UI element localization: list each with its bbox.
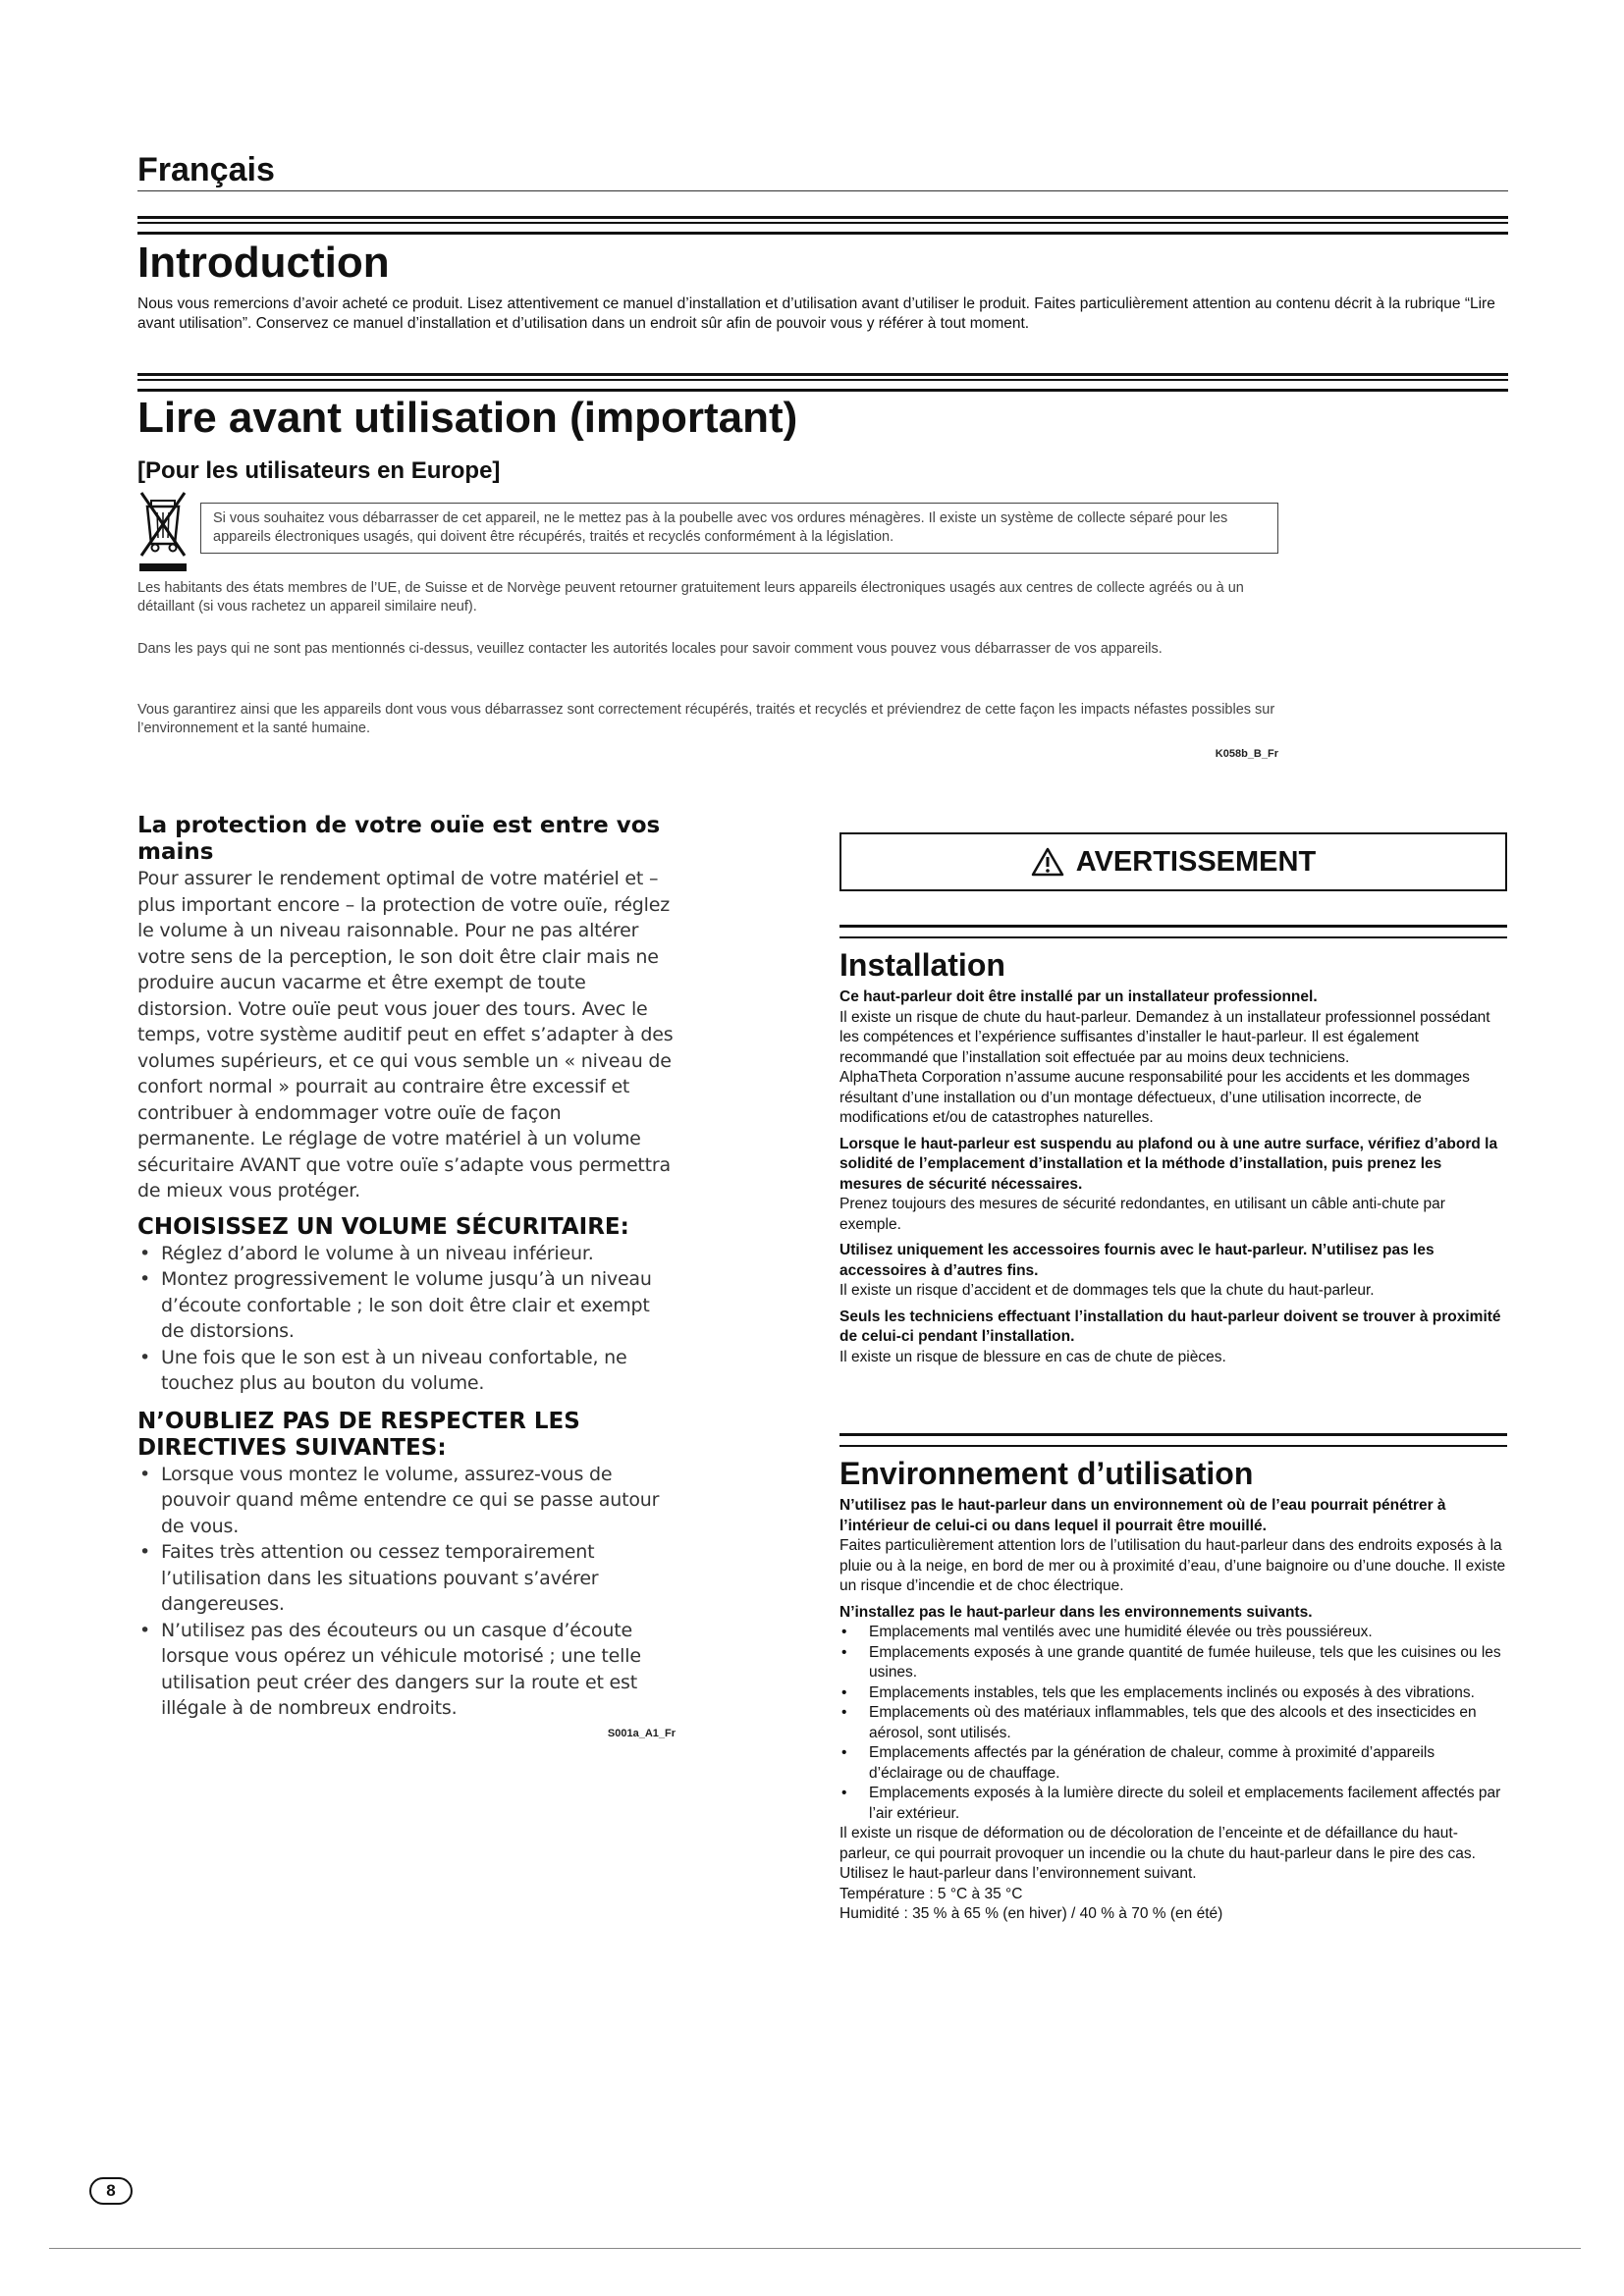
installation-text: Il existe un risque de blessure en cas de chute de pièces. <box>839 1348 1226 1365</box>
installation-text: Il existe un risque d’accident et de dommages tels que la chute du haut-parleur. <box>839 1282 1375 1299</box>
safe-volume-item: • Une fois que le son est à un niveau confortable, ne touchez plus au bouton du volume. <box>137 1345 676 1397</box>
environment-item: • Emplacements mal ventilés avec une humidité élevée ou très poussiéreux. <box>839 1623 1507 1643</box>
section-rule-intro <box>137 216 1508 235</box>
weee-paragraph-3: Vous garantirez ainsi que les appareils dont vous vous débarrassez sont correctement récupérés, traités et recyclés et préviendrez de cette façon les impacts néfastes possibles sur l’environnement et la santé humaine. <box>137 702 1275 736</box>
environment-temperature: Température : 5 °C à 35 °C <box>839 1885 1023 1902</box>
warning-box <box>839 832 1507 891</box>
weee-code: K058b_B_Fr <box>1215 748 1278 760</box>
intro-text: Nous vous remercions d’avoir acheté ce produit. Lisez attentivement ce manuel d’installation et d’utilisation avant d’utiliser le produit. Faites particulièrement attention au contenu décrit à la rubrique “Lire avant utilisation”. Conservez ce manuel d’installation et d’utilisation dans un endroit sûr afin de pouvoir vous y référer à tout moment. <box>137 295 1495 332</box>
weee-bin-icon <box>137 487 189 571</box>
installation-title: Installation <box>839 947 1005 983</box>
section-rule-read-before <box>137 373 1508 392</box>
weee-paragraph-2: Dans les pays qui ne sont pas mentionnés ci-dessus, veuillez contacter les autorités locales pour savoir comment vous pouvez vous débarrasser de vos appareils. <box>137 641 1163 657</box>
environment-text: Faites particulièrement attention lors de l’utilisation du haut-parleur dans des endroits exposés à la pluie ou à la neige, en bord de mer ou à proximité d’eau, d’une baignoire ou d’une douche. Il existe un risque d’incendie et de choc électrique. <box>839 1537 1506 1594</box>
environment-bold: N’installez pas le haut-parleur dans les environnements suivants. <box>839 1603 1313 1621</box>
environment-item: • Emplacements instables, tels que les emplacements inclinés ou exposés à des vibrations. <box>839 1683 1507 1704</box>
environment-after-text: Il existe un risque de déformation ou de décoloration de l’enceinte et de défaillance du haut-parleur, ce qui pourrait provoquer un incendie ou la chute du haut-parleur dans le pire des cas. Utilisez le haut-parleur dans l’environnement suivant. <box>839 1825 1476 1882</box>
weee-notice-box: Si vous souhaitez vous débarrasser de cet appareil, ne le mettez pas à la poubelle avec vos ordures ménagères. Il existe un système de collecte séparé pour les appareils électroniques usagés, qui doivent être récupérés, traités et recyclés conformément à la législation. <box>200 503 1278 554</box>
installation-text: Il existe un risque de chute du haut-parleur. Demandez à un installateur professionnel possédant les compétences et l’expérience suffisantes d’installer le haut-parleur. Il est également recommandé que l’installation soit effectuée par au moins deux techniciens. AlphaTheta Corporation n’assume aucune responsabilité pour les accidents et les dommages résultant d’une installation ou d’un montage défectueux, d’une utilisation incorrecte, de modifications et/ou de catastrophes naturelles. <box>839 1008 1490 1126</box>
installation-bold: Ce haut-parleur doit être installé par un installateur professionnel. <box>839 988 1318 1005</box>
weee-paragraph-1: Les habitants des états membres de l’UE, de Suisse et de Norvège peuvent retourner gratuitement leurs appareils électroniques usagés aux centres de collecte agréés ou à un détaillant (si vous rachetez un appareil similaire neuf). <box>137 580 1244 614</box>
installation-bold: Utilisez uniquement les accessoires fournis avec le haut-parleur. N’utilisez pas les accessoires à d’autres fins. <box>839 1242 1435 1279</box>
guideline-item: • Faites très attention ou cessez temporairement l’utilisation dans les situations pouvant s’avérer dangereuses. <box>137 1539 676 1618</box>
read-before-title: Lire avant utilisation (important) <box>137 394 798 442</box>
safe-volume-item: • Montez progressivement le volume jusqu’à un niveau d’écoute confortable ; le son doit être clair et exempt de distorsions. <box>137 1266 676 1345</box>
environment-item: • Emplacements exposés à la lumière directe du soleil et emplacements facilement affectés par l’air extérieur. <box>839 1784 1507 1824</box>
safe-volume-item: • Réglez d’abord le volume à un niveau inférieur. <box>137 1241 676 1267</box>
environment-humidity: Humidité : 35 % à 65 % (en hiver) / 40 % à 70 % (en été) <box>839 1905 1223 1922</box>
safe-volume-title: CHOISISSEZ UN VOLUME SÉCURITAIRE: <box>137 1213 629 1240</box>
installation-bold: Seuls les techniciens effectuant l’installation du haut-parleur doivent se trouver à proximité de celui-ci pendant l’installation. <box>839 1308 1501 1345</box>
environment-item: • Emplacements exposés à une grande quantité de fumée huileuse, tels que les cuisines ou les usines. <box>839 1643 1507 1683</box>
hearing-title: La protection de votre ouïe est entre vos mains <box>137 813 661 865</box>
environment-item: • Emplacements où des matériaux inflammables, tels que des alcools et des insecticides en aérosol, sont utilisés. <box>839 1703 1507 1743</box>
hearing-code: S001a_A1_Fr <box>607 1727 676 1739</box>
hearing-text: Pour assurer le rendement optimal de votre matériel et – plus important encore – la protection de votre ouïe, réglez le volume à un niveau raisonnable. Pour ne pas altérer votre sens de la perception, le son doit être clair mais ne produire aucun vacarme et être exempt de toute distorsion. Votre ouïe peut vous jouer des tours. Avec le temps, votre système auditif peut en effet s’adapter à des volumes supérieurs, et ce qui vous semble un « niveau de confort normal » pourrait au contraire être excessif et contribuer à endommager votre ouïe de façon permanente. Le réglage de votre matériel à un volume sécuritaire AVANT que votre ouïe s’adapte vous permettra de mieux vous protéger. <box>137 868 674 1201</box>
footer-rule <box>49 2248 1581 2249</box>
warning-label: AVERTISSEMENT <box>1075 845 1317 878</box>
installation-text: Prenez toujours des mesures de sécurité redondantes, en utilisant un câble anti-chute par exemple. <box>839 1196 1445 1233</box>
guideline-item: • N’utilisez pas des écouteurs ou un casque d’écoute lorsque vous opérez un véhicule motorisé ; une telle utilisation peut créer des dangers sur la route et est illégale à de nombreux endroits. <box>137 1618 676 1722</box>
europe-heading: [Pour les utilisateurs en Europe] <box>137 457 501 484</box>
hearing-section <box>137 813 676 1739</box>
installation-section <box>839 925 1507 1367</box>
environment-section <box>839 1433 1507 1925</box>
guidelines-title: N’OUBLIEZ PAS DE RESPECTER LES DIRECTIVES SUIVANTES: <box>137 1408 580 1461</box>
intro-title: Introduction <box>137 239 390 287</box>
environment-item: • Emplacements affectés par la génération de chaleur, comme à proximité d’appareils d’éclairage ou de chauffage. <box>839 1743 1507 1784</box>
installation-bold: Lorsque le haut-parleur est suspendu au plafond ou à une autre surface, vérifiez d’abord la solidité de l’emplacement d’installation et la méthode d’installation, puis prenez les mesures de sécurité nécessaires. <box>839 1135 1498 1193</box>
environment-title: Environnement d’utilisation <box>839 1456 1254 1491</box>
warning-triangle-icon <box>1031 847 1064 877</box>
language-heading: Français <box>137 151 275 188</box>
environment-bold: N’utilisez pas le haut-parleur dans un environnement où de l’eau pourrait pénétrer à l’intérieur de celui-ci ou dans lequel il pourrait être mouillé. <box>839 1497 1446 1534</box>
installation-rule <box>839 925 1507 938</box>
page-number: 8 <box>89 2177 133 2205</box>
guideline-item: • Lorsque vous montez le volume, assurez-vous de pouvoir quand même entendre ce qui se passe autour de vous. <box>137 1462 676 1540</box>
environment-rule <box>839 1433 1507 1447</box>
language-rule <box>137 190 1508 191</box>
